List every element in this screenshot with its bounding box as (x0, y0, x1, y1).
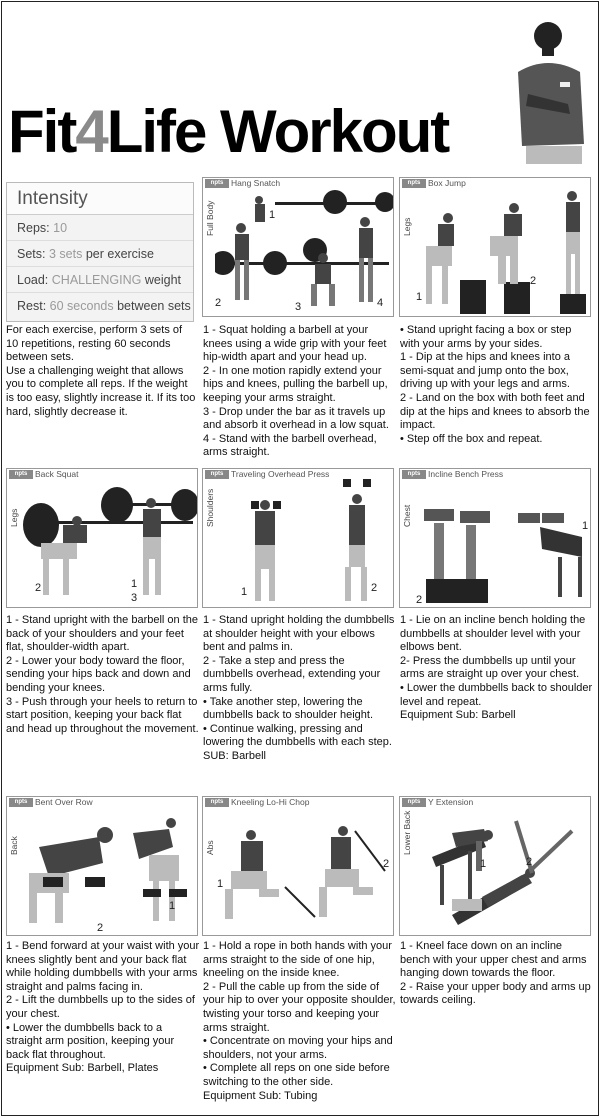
step-text: • Stand upright facing a box or step with your arms by your sides. (400, 324, 572, 350)
step-marker: 1 (169, 900, 176, 912)
intro-paragraph: For each exercise, perform 3 sets of 10 repetitions, resting 60 seconds between sets. (6, 324, 183, 364)
exercise-desc-y-extension (400, 940, 594, 1008)
exercise-desc-overhead-press (203, 614, 397, 764)
intensity-heading: Intensity (7, 183, 193, 215)
y-extension-illustration (412, 807, 590, 935)
step-text: • Complete all reps on one side before switching to the other side. (203, 1062, 390, 1088)
step-text: 3 - Push through your heels to return to start position, keeping your back flat and head up throughout the movement. (6, 695, 199, 735)
step-marker: 1 (241, 586, 248, 598)
step-text: • Lower the dumbbells back to shoulder level and repeat. (400, 681, 593, 708)
exercise-desc-hang-snatch (203, 324, 397, 460)
step-text: • Continue walking, pressing and lowering the dumbbells with each step. (203, 722, 392, 749)
brand-logo: npts (402, 470, 426, 479)
exercise-name: Y Extension (428, 797, 474, 807)
step-text: 3 - Drop under the bar as it travels up and absorb it overhead in a low squat. (203, 405, 389, 432)
category-label: Abs (205, 840, 215, 855)
exercise-name: Box Jump (428, 178, 466, 188)
exercise-desc-box-jump (400, 324, 594, 446)
step-marker: 1 (217, 878, 224, 890)
step-text: 1 - Lie on an incline bench holding the dumbbells at shoulder level with your elbows bent. (400, 614, 586, 654)
step-text: 2 - Take a step and press the dumbbells overhead, extending your arms fully. (203, 654, 381, 694)
exercise-photo-hang-snatch (202, 177, 394, 317)
step-text: • Take another step, lowering the dumbbells back to shoulder height. (203, 695, 373, 722)
category-label: Back (9, 836, 19, 855)
exercise-photo-box-jump (399, 177, 591, 317)
step-marker: 2 (530, 275, 537, 287)
category-label: Shoulders (205, 488, 215, 527)
exercise-desc-lo-hi-chop (203, 940, 397, 1103)
trainer-photo (498, 14, 594, 164)
exercise-name: Traveling Overhead Press (231, 469, 330, 479)
step-marker: 2 (215, 297, 222, 309)
step-text: 2 - In one motion rapidly extend your hips and knees, pulling the barbell up, keeping your arms straight. (203, 364, 388, 404)
exercise-photo-overhead-press (202, 468, 394, 608)
exercise-desc-bent-over-row (6, 940, 200, 1076)
step-text: 1 - Stand upright with the barbell on the back of your shoulders and your feet flat, shoulder-width apart. (6, 614, 199, 654)
brand-logo: npts (9, 470, 33, 479)
exercise-name: Kneeling Lo-Hi Chop (231, 797, 310, 807)
back-squat-illustration (19, 479, 197, 607)
step-text: SUB: Barbell (203, 749, 266, 762)
load-row: Load: CHALLENGING weight (7, 267, 193, 293)
step-text: Equipment Sub: Barbell, Plates (6, 1062, 159, 1075)
step-text: 1 - Stand upright holding the dumbbells at shoulder height with your elbows bent and palms in. (203, 614, 395, 654)
step-text: • Step off the box and repeat. (400, 432, 543, 445)
brand-logo: npts (9, 798, 33, 807)
step-text: 1 - Hold a rope in both hands with your arms straight to the side of one hip, kneeling on the inside knee. (203, 940, 392, 980)
rest-row: Rest: 60 seconds between sets (17, 299, 191, 313)
step-text: 1 - Bend forward at your waist with your knees slightly bent and your back flat while holding dumbbells with your arms straight and palms facing in. (6, 940, 200, 993)
exercise-photo-incline-bench (399, 468, 591, 608)
step-text: • Concentrate on moving your hips and shoulders, not your arms. (203, 1035, 393, 1061)
step-text: 2 - Pull the cable up from the side of your hip to over your opposite shoulder, twisting your torso and keeping your arms straight. (203, 980, 396, 1034)
step-marker: 3 (295, 301, 302, 313)
category-label: Lower Back (402, 810, 412, 855)
intensity-panel (6, 182, 194, 322)
exercise-name: Hang Snatch (231, 178, 281, 188)
step-text: 2 - Lift the dumbbells up to the sides of your chest. (6, 994, 195, 1020)
exercise-photo-lo-hi-chop (202, 796, 394, 936)
brand-logo: npts (402, 798, 426, 807)
intro-paragraph: Use a challenging weight that allows you to complete all reps. If the weight is too easy, slightly increase it. If its too hard, slightly decrease it. (6, 364, 196, 418)
brand-logo: npts (205, 470, 229, 479)
step-text: 2 - Lower your body toward the floor, sending your hips back and down and bending your knees. (6, 654, 191, 694)
bent-over-row-illustration (19, 807, 197, 935)
category-label: Legs (9, 508, 19, 527)
step-marker: 2 (383, 858, 390, 870)
step-marker: 2 (97, 922, 104, 934)
category-label: Chest (402, 504, 412, 527)
step-marker: 2 (526, 856, 533, 868)
exercise-photo-back-squat (6, 468, 198, 608)
step-text: 2 - Land on the box with both feet and dip at the hips and knees to absorb the impact. (400, 391, 590, 432)
exercise-name: Bent Over Row (35, 797, 93, 807)
step-text: 2 - Raise your upper body and arms up towards ceiling. (400, 980, 591, 1007)
step-text: Equipment Sub: Barbell (400, 709, 516, 722)
step-marker: 3 (131, 592, 138, 604)
category-label: Legs (402, 217, 412, 236)
incline-bench-illustration (412, 479, 590, 607)
step-text: Equipment Sub: Tubing (203, 1089, 318, 1102)
step-marker: 2 (416, 594, 423, 606)
step-marker: 1 (416, 291, 423, 303)
step-marker: 1 (480, 858, 487, 870)
step-text: 4 - Stand with the barbell overhead, arms straight. (203, 432, 377, 459)
step-text: 2- Press the dumbbells up until your arms are straight up over your chest. (400, 654, 580, 681)
step-text: 1 - Squat holding a barbell at your knees using a wide grip with your feet hip-width apart and your head up. (203, 324, 387, 364)
step-marker: 1 (582, 520, 589, 532)
hang-snatch-illustration (215, 188, 393, 316)
brand-logo: npts (205, 798, 229, 807)
brand-logo: npts (205, 179, 229, 188)
exercise-desc-back-squat (6, 614, 200, 736)
step-marker: 1 (131, 578, 138, 590)
category-label: Full Body (205, 200, 215, 236)
exercise-name: Incline Bench Press (428, 469, 504, 479)
step-marker: 4 (377, 297, 384, 309)
intro-text (6, 324, 196, 419)
step-marker: 1 (269, 209, 276, 221)
box-jump-illustration (412, 188, 590, 316)
step-text: 1 - Kneel face down on an incline bench with your upper chest and arms hanging down towards the floor. (400, 940, 587, 980)
step-text: • Lower the dumbbells back to a straight arm position, keeping your back flat throughout. (6, 1021, 175, 1061)
overhead-press-illustration (215, 479, 393, 607)
exercise-desc-incline-bench (400, 614, 594, 723)
step-marker: 2 (35, 582, 42, 594)
exercise-name: Back Squat (35, 469, 79, 479)
exercise-photo-bent-over-row (6, 796, 198, 936)
step-marker: 2 (371, 582, 378, 594)
lo-hi-chop-illustration (215, 807, 393, 935)
exercise-photo-y-extension (399, 796, 591, 936)
reps-row: Reps: 10 (7, 215, 193, 241)
step-text: 1 - Dip at the hips and knees into a semi-squat and jump onto the box, driving up with your legs and arms. (400, 351, 570, 391)
brand-logo: npts (402, 179, 426, 188)
sets-row: Sets: 3 sets per exercise (7, 241, 193, 267)
page-title: Fit4Life Workout (8, 98, 449, 165)
